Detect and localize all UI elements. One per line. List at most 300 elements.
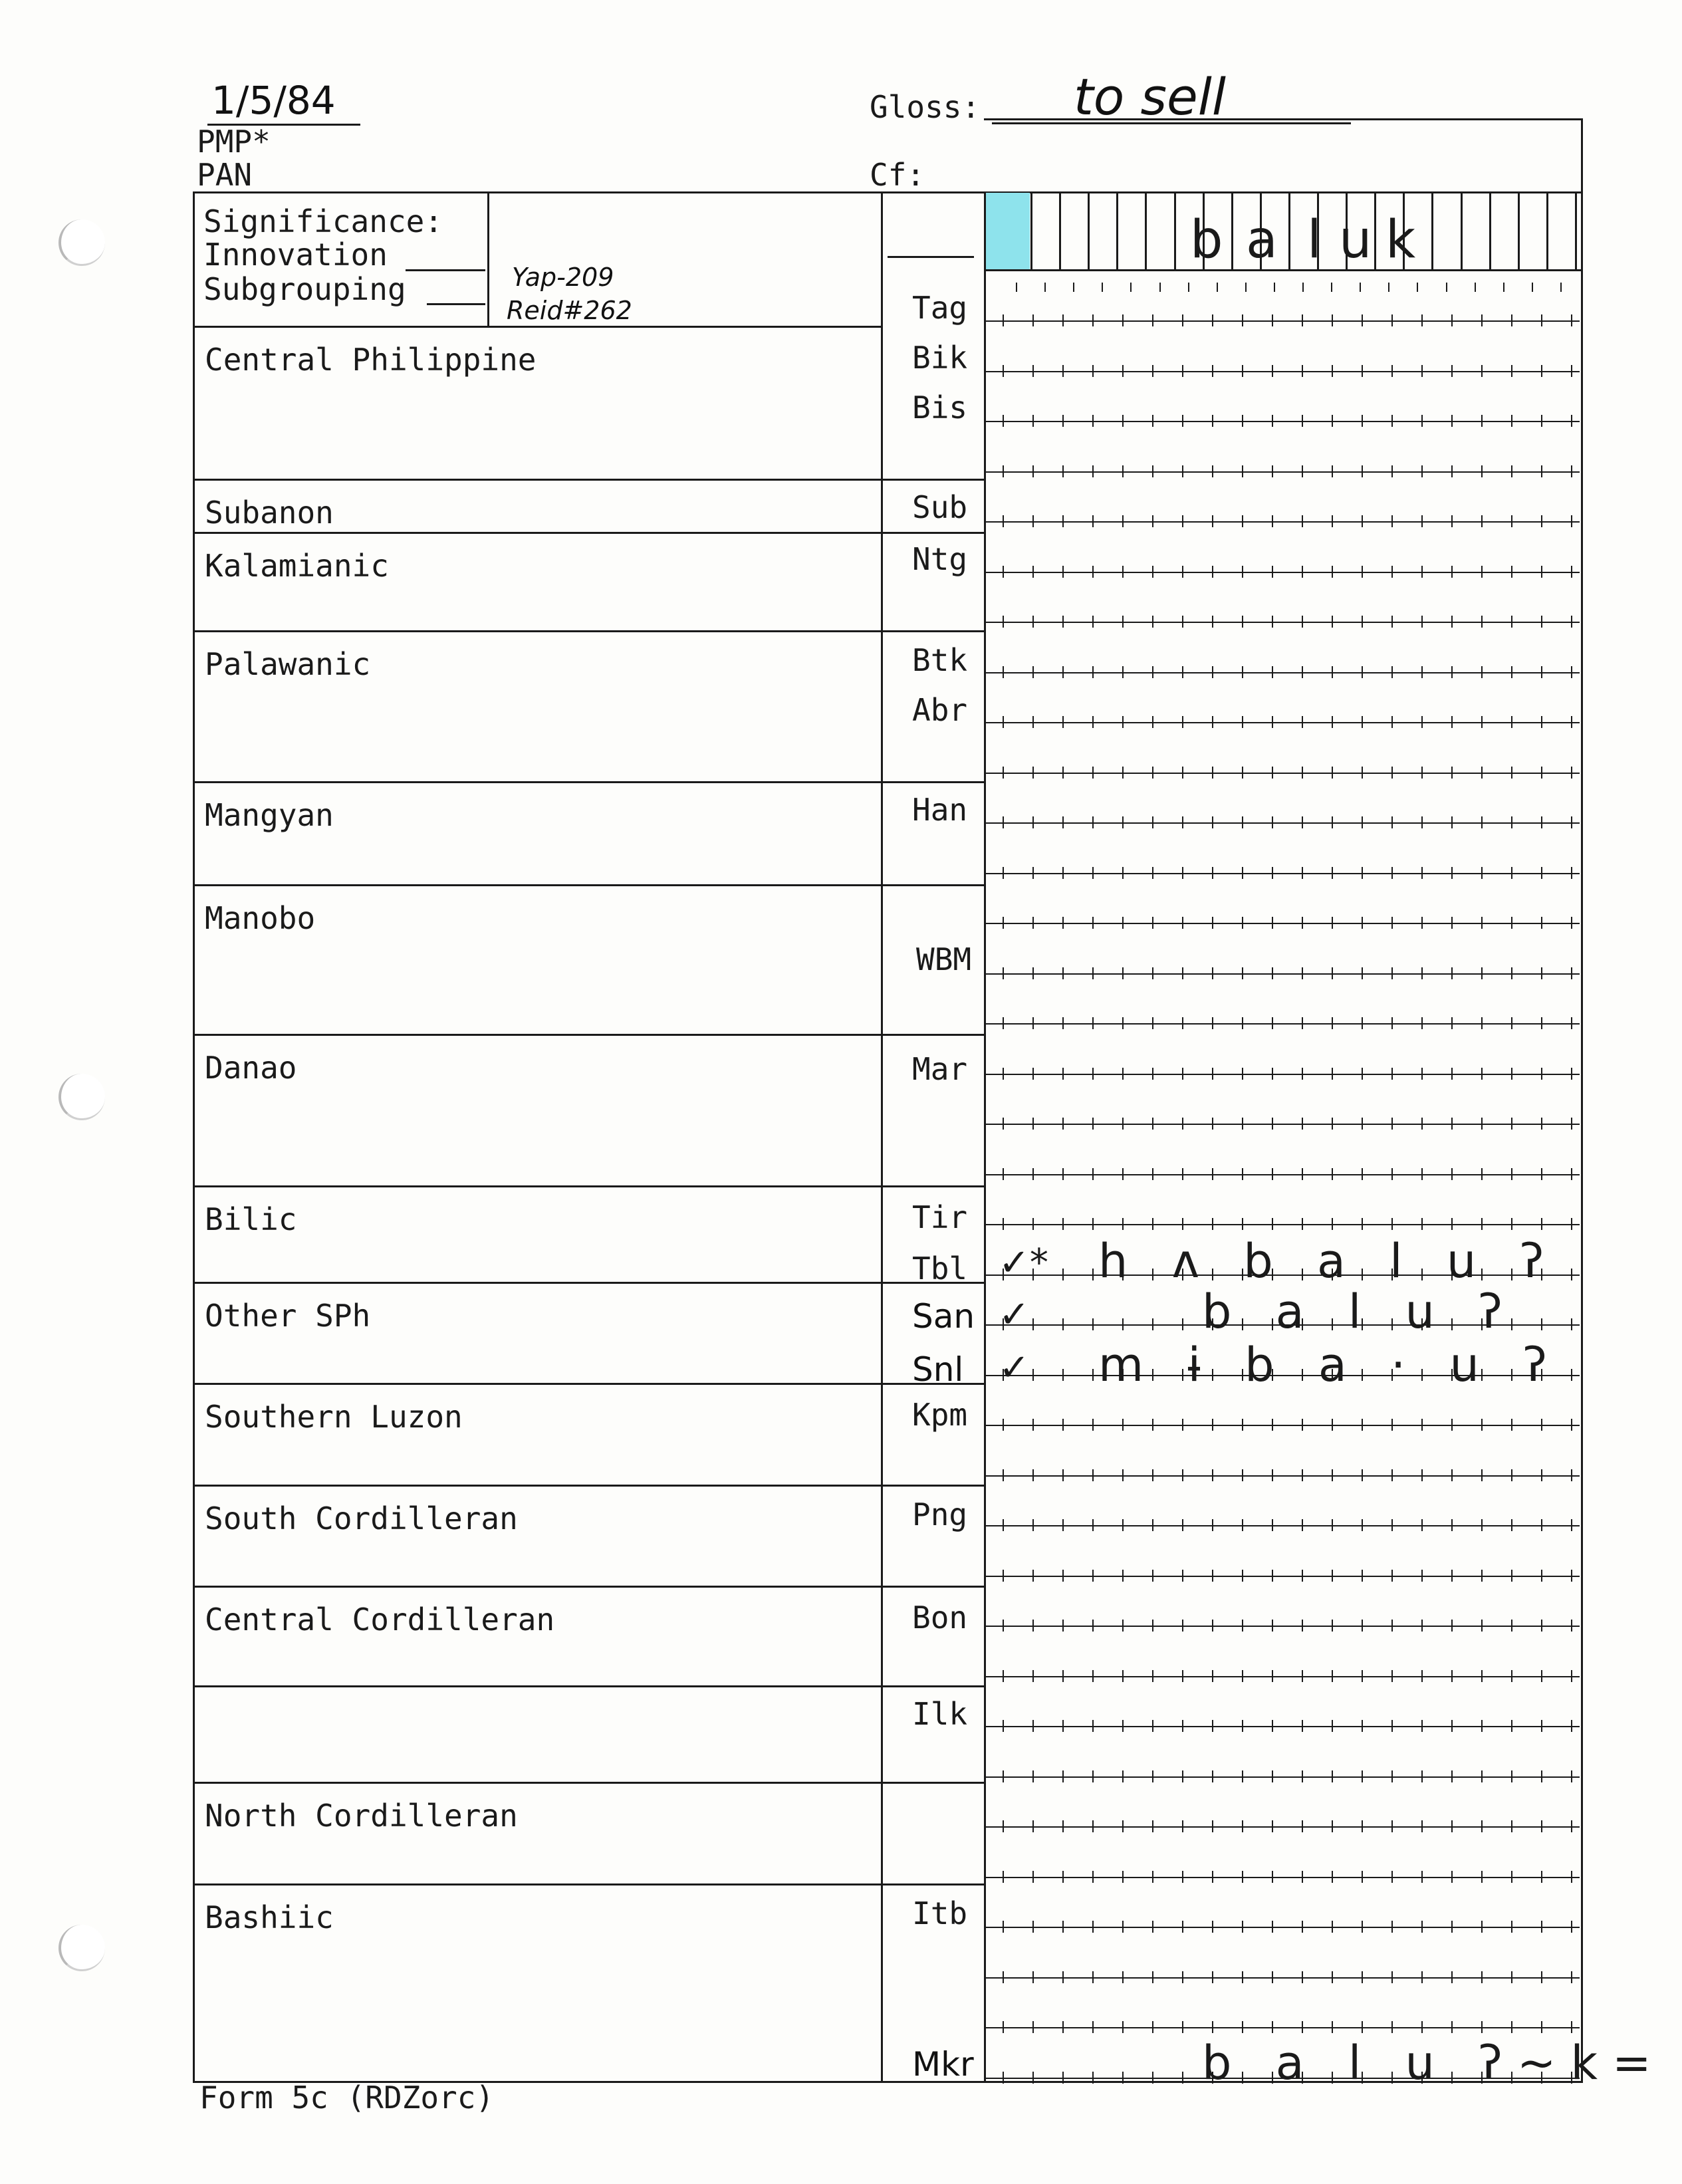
ruled-line	[985, 2027, 1580, 2028]
ruled-line	[985, 1576, 1580, 1577]
headword-tick	[1016, 283, 1017, 292]
ruled-tick	[1541, 716, 1542, 728]
ruled-tick	[1003, 2021, 1004, 2033]
headword-tick	[1532, 283, 1533, 292]
ruled-tick	[1451, 767, 1453, 779]
ruled-tick	[1242, 1017, 1243, 1029]
ruled-tick	[1032, 1068, 1034, 1080]
ruled-tick	[1421, 1269, 1423, 1280]
ruled-tick	[1003, 1269, 1004, 1280]
ruled-tick	[1062, 666, 1064, 678]
group-name: South Cordilleran	[205, 1501, 518, 1536]
ruled-tick	[1032, 1620, 1034, 1632]
ruled-tick	[1272, 1519, 1273, 1531]
ruled-tick	[1391, 716, 1393, 728]
ruled-line	[985, 1776, 1580, 1778]
ruled-tick	[1092, 1871, 1094, 1883]
ruled-line	[985, 320, 1580, 322]
ruled-tick	[1332, 816, 1333, 828]
ruled-tick	[1481, 767, 1483, 779]
headword-cell-divider	[1231, 193, 1233, 269]
ruled-tick	[1332, 1218, 1333, 1230]
ruled-tick	[1182, 767, 1183, 779]
ruled-tick	[1122, 967, 1124, 979]
ruled-tick	[1451, 1921, 1453, 1933]
ruled-tick	[1541, 1118, 1542, 1130]
ruled-tick	[1212, 666, 1213, 678]
headword-tick	[1274, 283, 1275, 292]
ruled-tick	[1182, 1369, 1183, 1381]
ruled-tick	[1032, 465, 1034, 477]
ruled-tick	[1362, 465, 1363, 477]
ruled-tick	[1182, 1570, 1183, 1582]
ruled-tick	[1332, 616, 1333, 628]
language-code-han: Han	[912, 792, 968, 828]
ruled-tick	[1332, 1519, 1333, 1531]
ruled-tick	[1122, 1971, 1124, 1983]
ruled-tick	[1571, 1118, 1572, 1130]
ruled-tick	[1242, 1318, 1243, 1330]
ruled-line	[985, 1927, 1580, 1928]
ruled-tick	[1481, 867, 1483, 879]
ruled-tick	[1152, 1720, 1153, 1732]
ruled-tick	[1302, 1770, 1303, 1782]
ruled-tick	[1003, 616, 1004, 628]
ruled-tick	[1421, 1017, 1423, 1029]
ruled-tick	[1391, 1369, 1393, 1381]
ruled-tick	[1032, 1118, 1034, 1130]
ruled-tick	[1032, 1168, 1034, 1180]
ruled-tick	[1062, 1921, 1064, 1933]
date: 1/5/84	[211, 78, 336, 123]
ruled-tick	[1391, 1871, 1393, 1883]
ruled-tick	[1541, 566, 1542, 578]
headword-tick	[1475, 283, 1476, 292]
san-mark: ✓	[999, 1293, 1030, 1336]
ruled-tick	[1481, 515, 1483, 527]
ruled-tick	[1032, 314, 1034, 326]
ruled-line	[985, 722, 1580, 723]
ruled-tick	[1272, 967, 1273, 979]
ruled-tick	[1242, 666, 1243, 678]
ruled-tick	[1451, 1469, 1453, 1481]
ruled-tick	[1003, 1820, 1004, 1832]
ruled-tick	[1511, 1720, 1512, 1732]
language-code-sub: Sub	[912, 489, 968, 525]
ruled-tick	[1062, 365, 1064, 377]
ruled-tick	[1003, 1921, 1004, 1933]
ruled-tick	[1391, 1971, 1393, 1983]
ruled-tick	[1571, 1318, 1572, 1330]
ruled-tick	[1092, 1670, 1094, 1682]
group-name: North Cordilleran	[205, 1798, 518, 1834]
ruled-tick	[1332, 1318, 1333, 1330]
ruled-tick	[1272, 917, 1273, 929]
group-divider	[193, 1586, 984, 1588]
language-code-tir: Tir	[912, 1199, 968, 1235]
ruled-tick	[1541, 2072, 1542, 2084]
ruled-tick	[1152, 1469, 1153, 1481]
ruled-tick	[1122, 767, 1124, 779]
ruled-tick	[1481, 1519, 1483, 1531]
ruled-tick	[1212, 365, 1213, 377]
ruled-tick	[1272, 415, 1273, 427]
ruled-tick	[1152, 1820, 1153, 1832]
ruled-tick	[1242, 1419, 1243, 1431]
ruled-tick	[1391, 415, 1393, 427]
ruled-tick	[1242, 1118, 1243, 1130]
ruled-tick	[1032, 1017, 1034, 1029]
group-divider	[193, 1685, 984, 1687]
ruled-tick	[1302, 1269, 1303, 1280]
ruled-tick	[1062, 1118, 1064, 1130]
ruled-tick	[1062, 314, 1064, 326]
headword-cell-divider	[1431, 193, 1433, 269]
ruled-tick	[1092, 1469, 1094, 1481]
ruled-tick	[1511, 1519, 1512, 1531]
group-divider	[193, 1485, 984, 1487]
group-divider	[193, 1185, 984, 1187]
ruled-tick	[1302, 1519, 1303, 1531]
ruled-tick	[1421, 1620, 1423, 1632]
ruled-tick	[1092, 666, 1094, 678]
ruled-tick	[1122, 1218, 1124, 1230]
ruled-tick	[1571, 1570, 1572, 1582]
ruled-tick	[1152, 1770, 1153, 1782]
ruled-tick	[1571, 1218, 1572, 1230]
ruled-tick	[1092, 2072, 1094, 2084]
ruled-tick	[1332, 2021, 1333, 2033]
ruled-tick	[1092, 1620, 1094, 1632]
ruled-tick	[1362, 1318, 1363, 1330]
ruled-tick	[1481, 1469, 1483, 1481]
ruled-tick	[1272, 2021, 1273, 2033]
ruled-tick	[1391, 2021, 1393, 2033]
ruled-tick	[1182, 1168, 1183, 1180]
ruled-tick	[1421, 415, 1423, 427]
ruled-tick	[1272, 1770, 1273, 1782]
ruled-tick	[1242, 616, 1243, 628]
ruled-tick	[1481, 967, 1483, 979]
ruled-tick	[1003, 415, 1004, 427]
ruled-tick	[1212, 2021, 1213, 2033]
ruled-tick	[1003, 967, 1004, 979]
ruled-tick	[1152, 515, 1153, 527]
ruled-tick	[1451, 1720, 1453, 1732]
ruled-tick	[1332, 1269, 1333, 1280]
ruled-tick	[1302, 314, 1303, 326]
headword-tick	[1102, 283, 1103, 292]
ruled-tick	[1003, 365, 1004, 377]
ruled-tick	[1242, 1519, 1243, 1531]
ruled-tick	[1152, 2072, 1153, 2084]
group-divider	[193, 884, 984, 886]
headword-tick	[1446, 283, 1447, 292]
language-code-san: San	[912, 1297, 975, 1336]
ruled-tick	[1421, 1871, 1423, 1883]
ruled-tick	[1362, 1519, 1363, 1531]
ruled-tick	[1212, 967, 1213, 979]
ruled-tick	[1391, 1168, 1393, 1180]
subgrouping-blank	[427, 303, 485, 305]
ruled-tick	[1541, 867, 1542, 879]
ruled-tick	[1212, 415, 1213, 427]
ruled-tick	[1242, 1971, 1243, 1983]
ruled-tick	[1332, 1168, 1333, 1180]
ruled-tick	[1302, 716, 1303, 728]
ruled-tick	[1451, 1017, 1453, 1029]
headword-letter: k	[1385, 210, 1416, 270]
ruled-tick	[1302, 515, 1303, 527]
ruled-tick	[1541, 1419, 1542, 1431]
ruled-tick	[1122, 1419, 1124, 1431]
ruled-tick	[1421, 1820, 1423, 1832]
ruled-tick	[1511, 917, 1512, 929]
ruled-tick	[1571, 2021, 1572, 2033]
snl-mark: ✓	[999, 1346, 1030, 1390]
ruled-tick	[1571, 867, 1572, 879]
ruled-tick	[1451, 1369, 1453, 1381]
ruled-tick	[1302, 1168, 1303, 1180]
group-divider	[193, 1282, 984, 1284]
headword-dash	[888, 256, 974, 258]
ruled-tick	[1003, 1318, 1004, 1330]
ruled-tick	[1182, 816, 1183, 828]
ruled-tick	[1212, 1469, 1213, 1481]
ruled-tick	[1272, 1570, 1273, 1582]
ruled-tick	[1421, 515, 1423, 527]
ruled-tick	[1541, 1519, 1542, 1531]
ruled-tick	[1003, 1519, 1004, 1531]
headword-tick	[1073, 283, 1074, 292]
ruled-tick	[1092, 2021, 1094, 2033]
ruled-tick	[1332, 716, 1333, 728]
ruled-tick	[1571, 1017, 1572, 1029]
ruled-tick	[1302, 1118, 1303, 1130]
ruled-tick	[1451, 515, 1453, 527]
ruled-tick	[1541, 1469, 1542, 1481]
ruled-tick	[1332, 1921, 1333, 1933]
ruled-tick	[1242, 1871, 1243, 1883]
language-code-ilk: Ilk	[912, 1696, 968, 1732]
ruled-tick	[1272, 1670, 1273, 1682]
ruled-tick	[1242, 1670, 1243, 1682]
ruled-tick	[1122, 515, 1124, 527]
ruled-tick	[1272, 616, 1273, 628]
ruled-line	[985, 1124, 1580, 1125]
ruled-tick	[1511, 1269, 1512, 1280]
ruled-tick	[1541, 1921, 1542, 1933]
ruled-tick	[1152, 2021, 1153, 2033]
group-name: Other SPh	[205, 1298, 371, 1334]
ruled-tick	[1302, 767, 1303, 779]
ruled-tick	[1272, 1971, 1273, 1983]
ruled-line	[985, 1174, 1580, 1175]
headword-tick	[1331, 283, 1332, 292]
ruled-tick	[1242, 967, 1243, 979]
ruled-tick	[1451, 566, 1453, 578]
ruled-tick	[1362, 816, 1363, 828]
ruled-tick	[1511, 465, 1512, 477]
ruled-tick	[1152, 1068, 1153, 1080]
ruled-tick	[1242, 1921, 1243, 1933]
tbl-mark: ✓*	[999, 1241, 1048, 1284]
ruled-tick	[1182, 1770, 1183, 1782]
ruled-line	[985, 622, 1580, 623]
ruled-tick	[1481, 1820, 1483, 1832]
ruled-tick	[1421, 716, 1423, 728]
ruled-line	[985, 1224, 1580, 1225]
ruled-tick	[1332, 1118, 1333, 1130]
ruled-tick	[1302, 1720, 1303, 1732]
ruled-tick	[1541, 666, 1542, 678]
ruled-tick	[1332, 465, 1333, 477]
ruled-tick	[1272, 365, 1273, 377]
ruled-tick	[1242, 1570, 1243, 1582]
ruled-tick	[1481, 465, 1483, 477]
ruled-tick	[1062, 2021, 1064, 2033]
ruled-tick	[1571, 1670, 1572, 1682]
ruled-tick	[1332, 1570, 1333, 1582]
ruled-line	[985, 1626, 1580, 1627]
ruled-tick	[1212, 515, 1213, 527]
headword-tick	[1159, 283, 1161, 292]
ruled-tick	[1302, 365, 1303, 377]
ruled-tick	[1003, 1620, 1004, 1632]
ruled-tick	[1242, 1269, 1243, 1280]
ruled-tick	[1003, 917, 1004, 929]
ruled-tick	[1212, 1068, 1213, 1080]
ruled-tick	[1451, 1620, 1453, 1632]
headword-cell-divider	[1288, 193, 1290, 269]
ruled-tick	[1032, 566, 1034, 578]
ruled-tick	[1122, 365, 1124, 377]
ruled-tick	[1481, 1971, 1483, 1983]
ruled-tick	[1541, 365, 1542, 377]
ruled-tick	[1122, 816, 1124, 828]
ruled-tick	[1571, 967, 1572, 979]
ruled-tick	[1062, 415, 1064, 427]
ruled-tick	[1511, 1017, 1512, 1029]
ruled-tick	[1541, 1871, 1542, 1883]
ruled-tick	[1421, 1770, 1423, 1782]
form-right-border	[1581, 118, 1583, 2082]
ruled-tick	[1122, 1670, 1124, 1682]
ruled-tick	[1481, 1770, 1483, 1782]
ruled-line	[985, 1475, 1580, 1477]
ruled-tick	[1152, 1218, 1153, 1230]
ruled-tick	[1391, 867, 1393, 879]
ruled-tick	[1152, 767, 1153, 779]
ruled-tick	[1092, 767, 1094, 779]
ruled-tick	[1062, 917, 1064, 929]
ruled-tick	[1362, 1871, 1363, 1883]
ruled-tick	[1541, 1318, 1542, 1330]
ruled-tick	[1272, 314, 1273, 326]
ruled-tick	[1062, 1068, 1064, 1080]
ruled-tick	[1451, 867, 1453, 879]
ruled-tick	[1571, 1519, 1572, 1531]
ruled-tick	[1003, 1971, 1004, 1983]
ruled-tick	[1511, 1118, 1512, 1130]
ruled-tick	[1062, 1820, 1064, 1832]
ruled-tick	[1362, 566, 1363, 578]
ruled-tick	[1152, 415, 1153, 427]
ruled-line	[985, 1324, 1580, 1326]
ruled-tick	[1182, 1419, 1183, 1431]
ruled-tick	[1242, 465, 1243, 477]
ruled-tick	[1391, 967, 1393, 979]
ruled-tick	[1481, 1369, 1483, 1381]
ruled-tick	[1062, 515, 1064, 527]
ruled-tick	[1302, 1419, 1303, 1431]
group-name: Central Philippine	[205, 342, 537, 378]
ruled-tick	[1122, 465, 1124, 477]
ruled-tick	[1182, 616, 1183, 628]
mkr-form: b a l u ʔ~k=	[1202, 2036, 1666, 2090]
ruled-tick	[1571, 1419, 1572, 1431]
ruled-tick	[1062, 816, 1064, 828]
ruled-tick	[1152, 716, 1153, 728]
ruled-tick	[1391, 1519, 1393, 1531]
ruled-tick	[1571, 1770, 1572, 1782]
ruled-tick	[1092, 816, 1094, 828]
group-name: Subanon	[205, 495, 334, 531]
ruled-tick	[1481, 1570, 1483, 1582]
ruled-tick	[1481, 1720, 1483, 1732]
ruled-line	[985, 1074, 1580, 1075]
ruled-tick	[1272, 1871, 1273, 1883]
ruled-tick	[1212, 767, 1213, 779]
ruled-tick	[1182, 666, 1183, 678]
ruled-tick	[1541, 415, 1542, 427]
ruled-tick	[1062, 1620, 1064, 1632]
ruled-tick	[1182, 2021, 1183, 2033]
ruled-tick	[1571, 1871, 1572, 1883]
ruled-tick	[1032, 1770, 1034, 1782]
ruled-tick	[1541, 917, 1542, 929]
ruled-tick	[1092, 967, 1094, 979]
ruled-tick	[1092, 1118, 1094, 1130]
ruled-tick	[1152, 1118, 1153, 1130]
ruled-tick	[1451, 2072, 1453, 2084]
ruled-tick	[1092, 1519, 1094, 1531]
significance-divider	[487, 191, 489, 326]
ruled-tick	[1511, 1570, 1512, 1582]
ruled-tick	[1332, 1419, 1333, 1431]
headword-tick	[1417, 283, 1418, 292]
ruled-tick	[1062, 1519, 1064, 1531]
ruled-tick	[1032, 1269, 1034, 1280]
ruled-tick	[1003, 1168, 1004, 1180]
ruled-tick	[1511, 616, 1512, 628]
headword-cell-divider	[1116, 193, 1118, 269]
ruled-tick	[1362, 1269, 1363, 1280]
ruled-tick	[1332, 1971, 1333, 1983]
ruled-tick	[1421, 1971, 1423, 1983]
ruled-tick	[1032, 1720, 1034, 1732]
headword-tick	[1245, 283, 1247, 292]
ruled-tick	[1511, 1770, 1512, 1782]
ruled-tick	[1302, 566, 1303, 578]
ruled-tick	[1003, 1670, 1004, 1682]
ruled-tick	[1212, 2072, 1213, 2084]
ruled-tick	[1032, 1670, 1034, 1682]
ruled-tick	[1062, 1318, 1064, 1330]
significance-title: Significance:	[203, 203, 443, 239]
ruled-tick	[1332, 566, 1333, 578]
ruled-tick	[1272, 716, 1273, 728]
